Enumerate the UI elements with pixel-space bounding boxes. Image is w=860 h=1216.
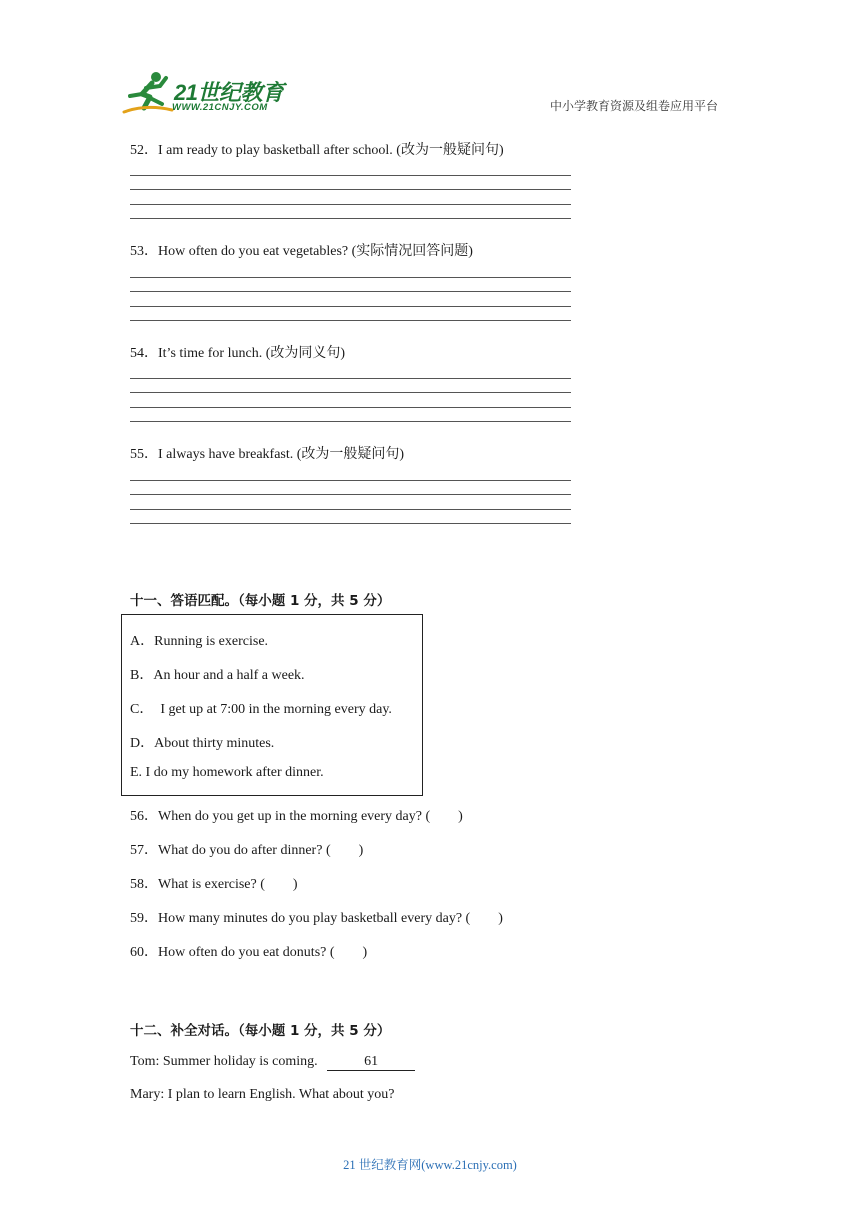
answer-line[interactable] [130, 378, 571, 379]
dialogue-line-tom [130, 1054, 415, 1071]
answer-line[interactable] [130, 523, 571, 524]
logo-url: WWW.21CNJY.COM [172, 102, 268, 113]
answer-line[interactable] [130, 480, 571, 481]
dialogue-tom-text: Tom: Summer holiday is coming. [130, 1054, 318, 1069]
question-60[interactable]: 60．How often do you eat donuts? ( ) [130, 945, 368, 960]
answer-line[interactable] [130, 189, 571, 190]
answer-line[interactable] [130, 421, 571, 422]
answer-line[interactable] [130, 218, 571, 219]
answer-line[interactable] [130, 392, 571, 393]
answer-line[interactable] [130, 277, 571, 278]
option-a: A．Running is exercise. [130, 634, 269, 649]
section-11-title: 十一、答语匹配。（每小题 1 分，共 5 分） [130, 593, 391, 609]
question-59[interactable]: 59．How many minutes do you play basketball every day? ( ) [130, 911, 503, 926]
answer-line[interactable] [130, 407, 571, 408]
dialogue-line-mary: Mary: I plan to learn English. What about you? [130, 1087, 395, 1102]
question-58[interactable]: 58．What is exercise? ( ) [130, 877, 298, 892]
answer-line[interactable] [130, 291, 571, 292]
option-c: C． I get up at 7:00 in the morning every day. [130, 702, 392, 717]
option-d: D．About thirty minutes. [130, 736, 275, 751]
answer-line[interactable] [130, 306, 571, 307]
answer-line[interactable] [130, 494, 571, 495]
question-55: 55．I always have breakfast. (改为一般疑问句) [130, 447, 405, 462]
section-12-title: 十二、补全对话。（每小题 1 分，共 5 分） [130, 1023, 391, 1039]
answer-line[interactable] [130, 320, 571, 321]
question-53: 53．How often do you eat vegetables? (实际情况回答问题) [130, 244, 473, 259]
answer-line[interactable] [130, 204, 571, 205]
question-57[interactable]: 57．What do you do after dinner? ( ) [130, 843, 364, 858]
question-52: 52．I am ready to play basketball after school. (改为一般疑问句) [130, 143, 504, 158]
option-b: B．An hour and a half a week. [130, 668, 305, 683]
answer-line[interactable] [130, 509, 571, 510]
footer-text: 21 世纪教育网(www.21cnjy.com) [343, 1158, 517, 1172]
logo [122, 70, 292, 116]
question-54: 54．It’s time for lunch. (改为同义句) [130, 346, 346, 361]
logo-text: 21世纪教育 [174, 80, 284, 105]
option-e: E. I do my homework after dinner. [130, 765, 324, 780]
question-56[interactable]: 56．When do you get up in the morning every day? ( ) [130, 809, 463, 824]
answer-line[interactable] [130, 175, 571, 176]
runner-logo-icon [122, 70, 174, 116]
header-platform-text: 中小学教育资源及组卷应用平台 [550, 99, 719, 113]
blank-61[interactable]: 61 [327, 1054, 415, 1071]
